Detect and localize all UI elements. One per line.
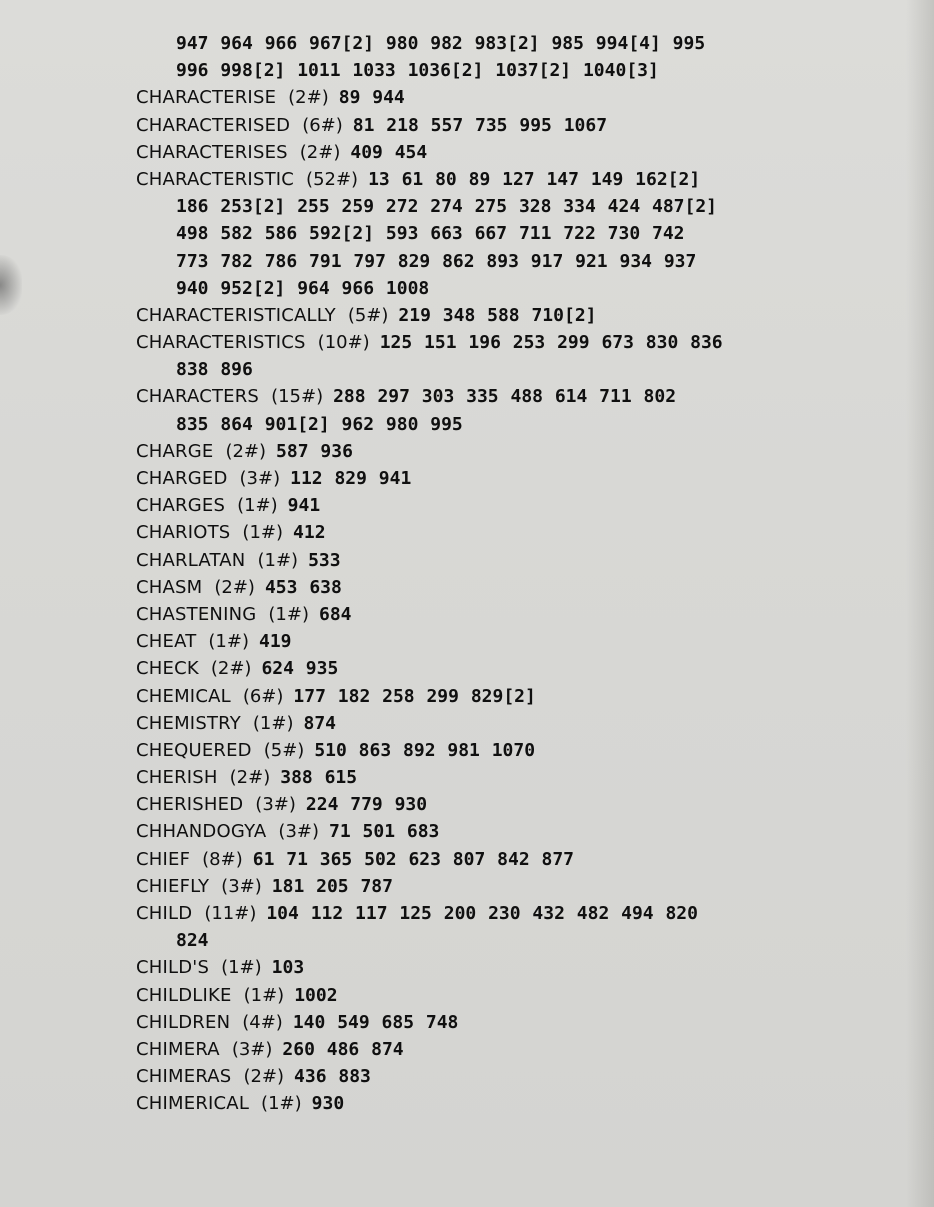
page-edge-shadow — [906, 0, 934, 1207]
entry-count: (2#) — [210, 658, 252, 680]
entry-continuation — [136, 927, 896, 954]
index-entry — [136, 1063, 896, 1090]
entry-term: CHILD'S — [136, 957, 210, 979]
entry-term: CHILDREN — [136, 1011, 231, 1033]
entry-term: CHARACTERISES — [136, 141, 288, 163]
page-refs: 177 182 258 299 829[2] — [293, 685, 536, 707]
entry-term: CHECK — [136, 658, 199, 680]
index-entry — [136, 465, 896, 492]
entry-count: (10#) — [317, 332, 370, 354]
page-refs: 498 582 586 592[2] 593 663 667 711 722 730 742 — [176, 223, 685, 245]
page-refs: 409 454 — [350, 141, 428, 163]
index-entry — [136, 383, 896, 410]
entry-term: CHASTENING — [136, 603, 257, 625]
index-entry — [136, 982, 896, 1009]
page-refs: 260 486 874 — [282, 1038, 404, 1060]
page-refs: 103 — [271, 957, 305, 979]
page-refs: 412 — [293, 522, 326, 544]
entry-count: (1#) — [237, 495, 278, 517]
page-refs: 13 61 80 89 127 147 149 162[2] — [368, 168, 701, 190]
entry-continuation — [136, 220, 896, 247]
entry-term: CHIMERICAL — [136, 1093, 250, 1115]
entry-term: CHEMISTRY — [136, 712, 241, 734]
index-entry — [136, 601, 896, 628]
page-refs: 224 779 930 — [305, 794, 428, 816]
page-refs: 288 297 303 335 488 614 711 802 — [333, 386, 677, 408]
page-refs: 947 964 966 967[2] 980 982 983[2] 985 994[4] 995 — [176, 33, 706, 54]
entry-count: (6#) — [242, 685, 284, 707]
entry-count: (3#) — [278, 821, 320, 843]
index-entry — [136, 1036, 896, 1063]
page-refs: 140 549 685 748 — [292, 1011, 459, 1033]
page-refs: 61 71 365 502 623 807 842 877 — [252, 848, 575, 870]
index-entry — [136, 655, 896, 682]
entry-count: (1#) — [243, 984, 285, 1006]
index-entry — [136, 900, 896, 927]
page-refs: 874 — [303, 712, 336, 734]
entry-term: CHHANDOGYA — [136, 821, 267, 843]
entry-continuation — [136, 248, 896, 275]
index-entry — [136, 628, 896, 655]
page-refs: 533 — [308, 549, 341, 571]
page-refs: 996 998[2] 1011 1033 1036[2] 1037[2] 1040[3] — [176, 60, 659, 82]
entry-term: CHARGE — [136, 440, 214, 462]
page-refs: 181 205 787 — [271, 875, 393, 897]
index-entry — [136, 547, 896, 574]
entry-count: (3#) — [239, 468, 281, 489]
page-refs: 587 936 — [276, 440, 353, 462]
entry-term: CHARACTERISTICS — [136, 332, 306, 354]
entry-continuation — [136, 275, 896, 302]
index-entry — [136, 492, 896, 519]
index-entry — [136, 519, 896, 546]
index-entry — [136, 954, 896, 981]
entry-count: (52#) — [306, 168, 359, 190]
entry-term: CHARACTERISTIC — [136, 168, 295, 190]
entry-term: CHARGED — [136, 468, 228, 489]
page-refs: 824 — [176, 930, 209, 952]
index-entry — [136, 329, 896, 356]
page-refs: 773 782 786 791 797 829 862 893 917 921 934 937 — [176, 250, 697, 272]
index-entry — [136, 846, 896, 873]
page-refs: 89 944 — [338, 87, 405, 109]
entry-count: (2#) — [299, 141, 341, 163]
entry-count: (5#) — [347, 304, 389, 326]
entry-term: CHILD — [136, 903, 193, 924]
page-refs: 81 218 557 735 995 1067 — [352, 114, 608, 136]
page-refs: 510 863 892 981 1070 — [314, 739, 536, 761]
entry-count: (1#) — [208, 631, 249, 653]
entry-term: CHILDLIKE — [136, 984, 232, 1006]
continuation-line — [136, 30, 896, 57]
entry-count: (6#) — [302, 114, 343, 136]
index-entry — [136, 302, 896, 329]
entry-count: (2#) — [288, 87, 329, 109]
continuation-line — [136, 57, 896, 84]
entry-count: (2#) — [229, 767, 271, 789]
entry-count: (8#) — [202, 848, 243, 870]
entry-count: (1#) — [268, 603, 309, 625]
entry-term: CHIMERA — [136, 1038, 220, 1060]
page-refs: 104 112 117 125 200 230 432 482 494 820 — [266, 903, 698, 924]
entry-count: (1#) — [252, 712, 294, 734]
index-entry — [136, 112, 896, 139]
page-refs: 941 — [287, 495, 321, 517]
page-refs: 186 253[2] 255 259 272 274 275 328 334 424 487[2] — [176, 196, 718, 218]
entry-term: CHARLATAN — [136, 549, 246, 571]
index-entry — [136, 791, 896, 818]
entry-continuation — [136, 356, 896, 383]
entry-term: CHEMICAL — [136, 685, 231, 707]
entry-count: (3#) — [255, 794, 296, 816]
entry-term: CHASM — [136, 576, 203, 598]
index-entry — [136, 737, 896, 764]
entry-term: CHERISHED — [136, 794, 244, 816]
index-entry — [136, 818, 896, 845]
entry-term: CHIMERAS — [136, 1066, 232, 1088]
index-entry — [136, 438, 896, 465]
entry-count: (1#) — [242, 522, 284, 544]
index-entry — [136, 1090, 896, 1117]
index-entry — [136, 764, 896, 791]
page-refs: 835 864 901[2] 962 980 995 — [176, 413, 463, 435]
entry-term: CHARACTERISTICALLY — [136, 304, 336, 326]
entry-term: CHARIOTS — [136, 522, 231, 544]
entry-count: (2#) — [225, 440, 267, 462]
page-refs: 684 — [319, 603, 352, 625]
page-refs: 125 151 196 253 299 673 830 836 — [379, 332, 723, 354]
entry-count: (1#) — [221, 957, 262, 979]
index-entry — [136, 1009, 896, 1036]
index-entry — [136, 84, 896, 111]
entry-continuation — [136, 411, 896, 438]
page-refs: 219 348 588 710[2] — [398, 304, 597, 326]
page-refs: 838 896 — [176, 359, 253, 381]
entry-count: (4#) — [242, 1011, 283, 1033]
page-refs: 436 883 — [294, 1066, 371, 1088]
entry-count: (1#) — [257, 549, 299, 571]
entry-term: CHIEFLY — [136, 875, 210, 897]
ink-blot — [0, 255, 22, 315]
index-entry — [136, 873, 896, 900]
entry-term: CHARACTERISED — [136, 114, 291, 136]
entry-count: (2#) — [214, 576, 255, 598]
entry-count: (1#) — [261, 1093, 302, 1115]
index-entry — [136, 574, 896, 601]
index-entry — [136, 710, 896, 737]
entry-term: CHARGES — [136, 495, 226, 517]
index-entry — [136, 139, 896, 166]
page-refs: 453 638 — [264, 576, 342, 598]
word-index — [136, 30, 896, 1118]
index-entry — [136, 166, 896, 193]
page-refs: 930 — [311, 1093, 345, 1115]
page-refs: 388 615 — [280, 767, 358, 789]
entry-term: CHEQUERED — [136, 739, 252, 761]
entry-term: CHIEF — [136, 848, 191, 870]
entry-term: CHERISH — [136, 767, 218, 789]
page-refs: 71 501 683 — [329, 821, 440, 843]
entry-count: (2#) — [243, 1066, 285, 1088]
entry-count: (15#) — [271, 386, 324, 408]
entry-count: (3#) — [231, 1038, 273, 1060]
page-refs: 624 935 — [261, 658, 339, 680]
entry-term: CHARACTERISE — [136, 87, 277, 109]
index-entry — [136, 683, 896, 710]
page-refs: 940 952[2] 964 966 1008 — [176, 277, 430, 299]
entry-term: CHARACTERS — [136, 386, 260, 408]
entry-continuation — [136, 193, 896, 220]
entry-count: (11#) — [204, 903, 257, 924]
entry-count: (3#) — [221, 875, 262, 897]
page-refs: 419 — [258, 631, 292, 653]
entry-term: CHEAT — [136, 631, 197, 653]
page-refs: 112 829 941 — [290, 468, 412, 489]
page-refs: 1002 — [294, 984, 338, 1006]
entry-count: (5#) — [263, 739, 305, 761]
